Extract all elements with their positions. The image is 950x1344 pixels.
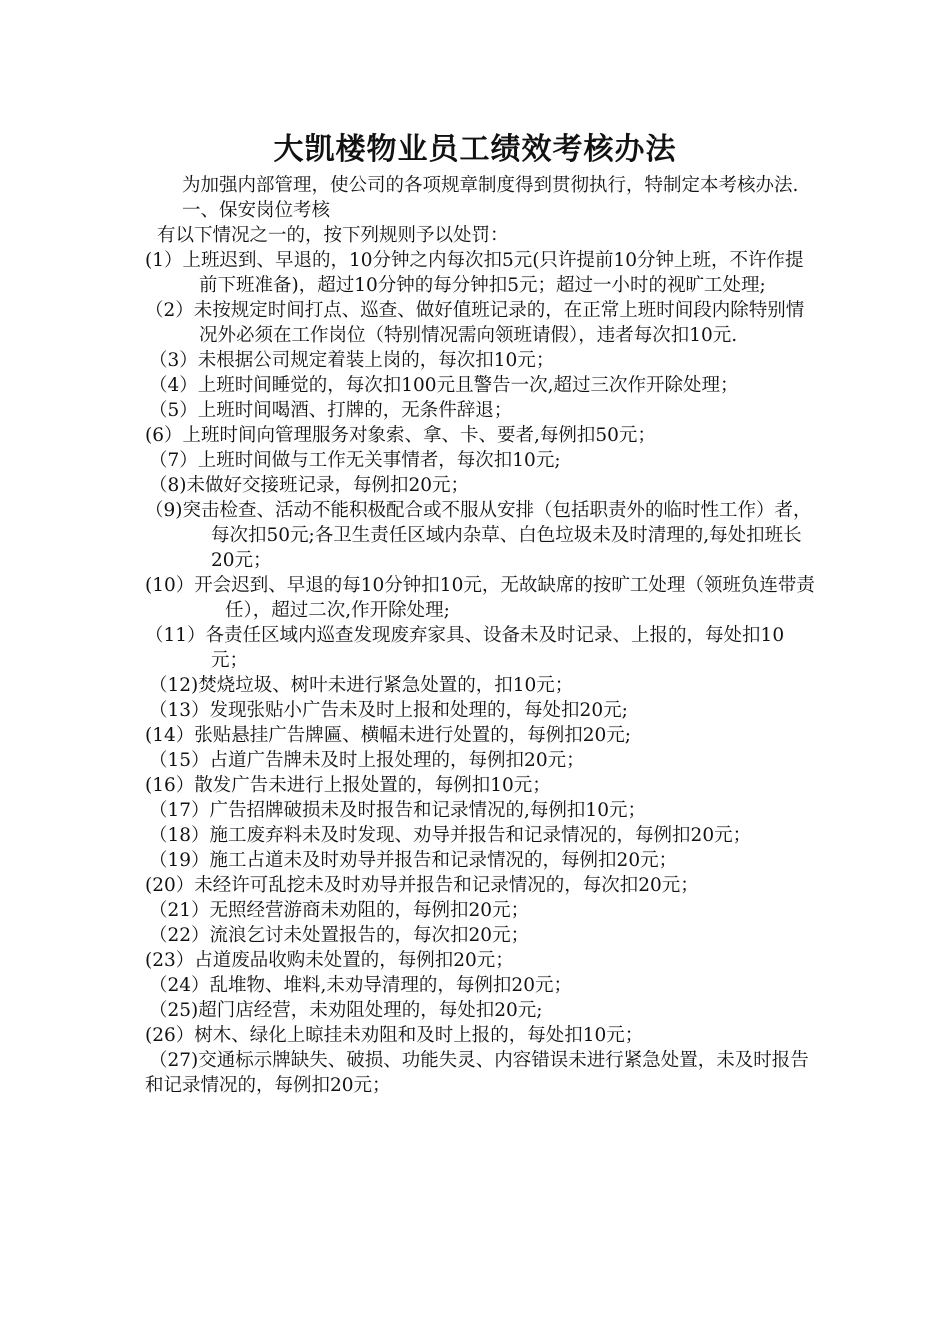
- rule-item: （19）施工占道未及时劝导并报告和记录情况的，每例扣20元；: [149, 850, 678, 871]
- rule-item: （15）占道广告牌未及时上报处理的，每例扣20元；: [149, 750, 585, 771]
- intro-paragraph: 为加强内部管理，使公司的各项规章制度得到贯彻执行，特制定本考核办法.: [182, 175, 799, 196]
- section-heading: 一、保安岗位考核: [182, 200, 331, 221]
- rule-item: （21）无照经营游商未劝阻的，每例扣20元；: [149, 900, 530, 921]
- rule-item: （13）发现张贴小广告未及时上报和处理的，每处扣20元;: [149, 700, 628, 721]
- rule-item: （22）流浪乞讨未处置报告的，每次扣20元；: [149, 925, 530, 946]
- rule-item: (10）开会迟到、早退的每10分钟扣10元，无故缺席的按旷工处理（领班负连带责任），超过二次,作开除处理;: [145, 575, 815, 621]
- rule-item: （9)突击检查、活动不能积极配合或不服从安排（包括职责外的临时性工作）者，每次扣50元;各卫生责任区域内杂草、白色垃圾未及时清理的,每处扣班长20元；: [145, 500, 812, 571]
- rule-item: （3）未根据公司规定着装上岗的，每次扣10元；: [149, 350, 555, 371]
- rule-item: （2）未按规定时间打点、巡查、做好值班记录的，在正常上班时间段内除特别情况外必须在工作岗位（特别情况需向领班请假），违者每次扣10元.: [145, 300, 805, 346]
- document-body: [145, 173, 817, 1098]
- rule-item: （7）上班时间做与工作无关事情者，每次扣10元;: [149, 450, 561, 471]
- rule-item: (1）上班迟到、早退的，10分钟之内每次扣5元(只许提前10分钟上班，不许作提前下班准备)，超过10分钟的每分钟扣5元；超过一小时的视旷工处理;: [145, 250, 804, 296]
- rule-item: (20）未经许可乱挖未及时劝导并报告和记录情况的，每次扣20元；: [145, 875, 699, 896]
- rule-item: （5）上班时间喝酒、打牌的，无条件辞退；: [149, 400, 513, 421]
- rules-lead: 有以下情况之一的，按下列规则予以处罚：: [157, 225, 509, 246]
- rule-item: （8)未做好交接班记录，每例扣20元；: [149, 475, 470, 496]
- rule-item: （17）广告招牌破损未及时报告和记录情况的,每例扣10元；: [149, 800, 646, 821]
- document-title: 大凯楼物业员工绩效考核办法: [273, 132, 677, 167]
- rule-item: （18）施工废弃料未及时发现、劝导并报告和记录情况的，每例扣20元；: [149, 825, 752, 846]
- rule-item: （27)交通标示牌缺失、破损、功能失灵、内容错误未进行紧急处置，未及时报告和记录情况的，每例扣20元；: [145, 1050, 809, 1096]
- rule-item: (26）树木、绿化上晾挂未劝阻和及时上报的，每处扣10元；: [145, 1025, 644, 1046]
- rule-item: (6）上班时间向管理服务对象索、拿、卡、要者,每例扣50元；: [145, 425, 656, 446]
- rule-item: （4）上班时间睡觉的，每次扣100元且警告一次,超过三次作开除处理；: [149, 375, 739, 396]
- rule-item: (23）占道废品收购未处置的，每例扣20元；: [145, 950, 514, 971]
- rule-item: （12)焚烧垃圾、树叶未进行紧急处置的，扣10元；: [149, 675, 574, 696]
- rule-item: （11）各责任区域内巡查发现废弃家具、设备未及时记录、上报的，每处扣10元；: [145, 625, 785, 671]
- rule-item: （24）乱堆物、堆料,未劝导清理的，每例扣20元；: [149, 975, 572, 996]
- rule-item: (16）散发广告未进行上报处置的，每例扣10元；: [145, 775, 551, 796]
- rule-item: (14）张贴悬挂广告牌匾、横幅未进行处置的，每例扣20元;: [145, 725, 632, 746]
- rule-item: （25)超门店经营，未劝阻处理的，每处扣20元;: [149, 1000, 543, 1021]
